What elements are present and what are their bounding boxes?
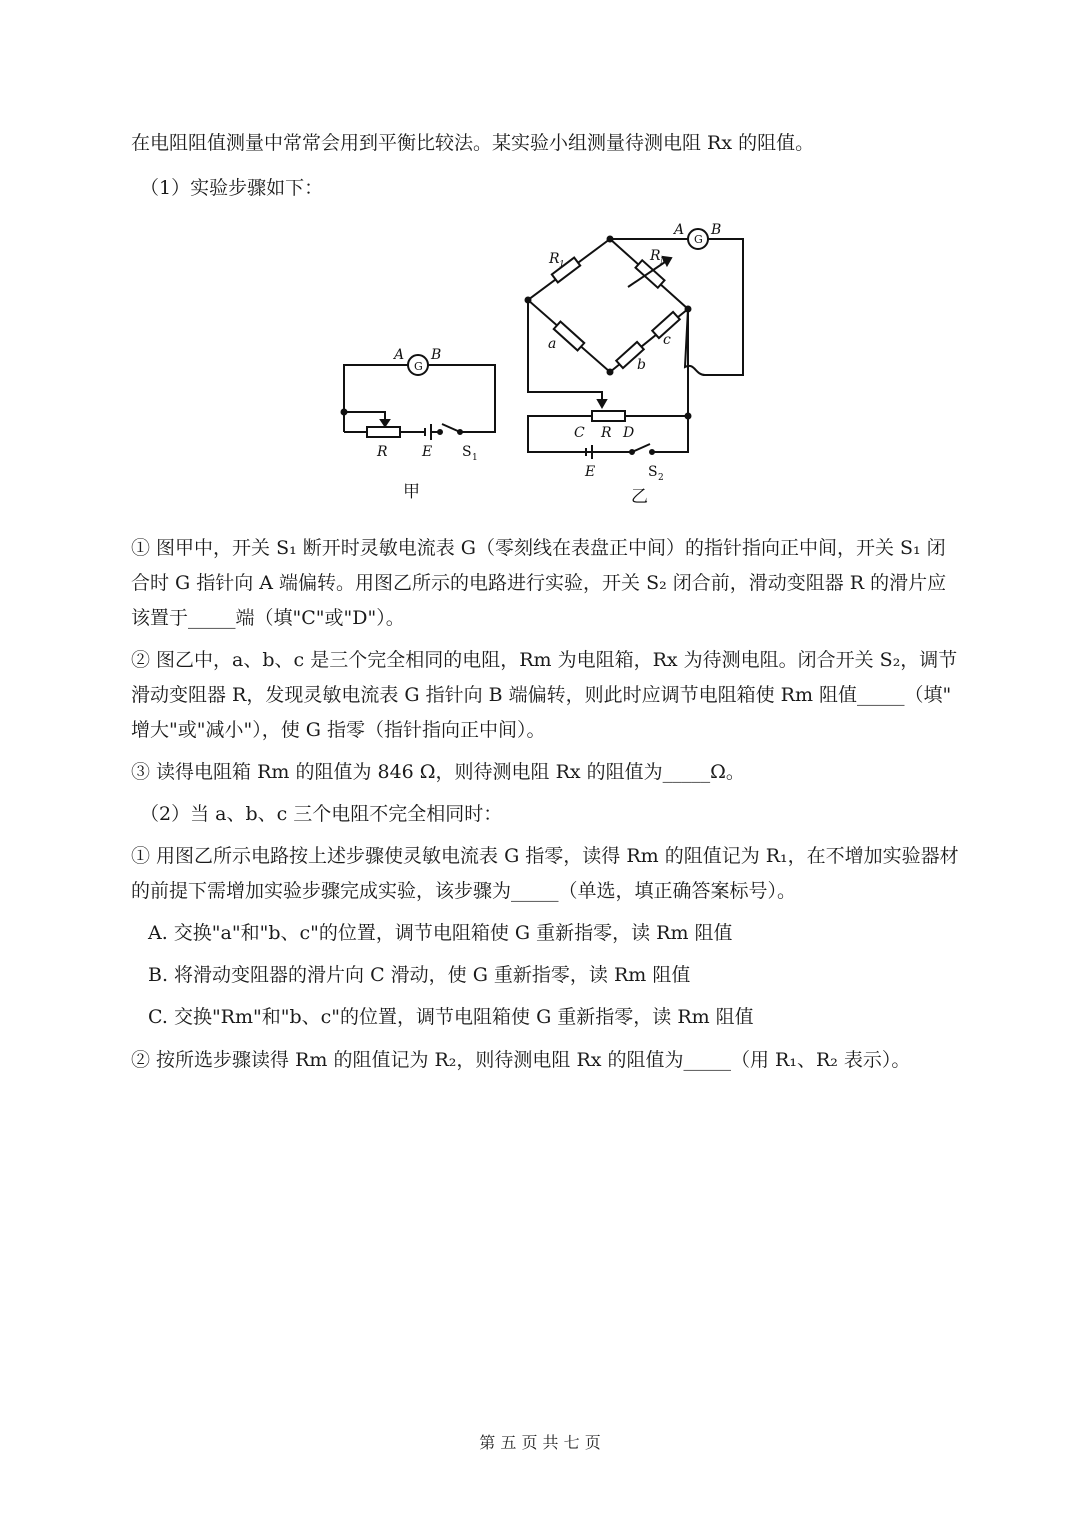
label-jia-e: E — [422, 444, 433, 460]
circuit-figure — [330, 212, 760, 512]
q3-line: ③ 读得电阻箱 Rm 的阻值为 846 Ω，则待测电阻 Rx 的阻值为_____Ω。 — [131, 761, 745, 783]
part2-title: （2）当 a、b、c 三个电阻不完全相同时： — [140, 803, 503, 825]
label-jia-r: R — [377, 444, 388, 460]
label-jia-b: B — [431, 347, 442, 363]
label-jia-s-sub: 1 — [472, 453, 478, 463]
label-rm-sub: M — [660, 257, 670, 267]
switch-s1 — [442, 424, 460, 432]
p2q2-line: ② 按所选步骤读得 Rm 的阻值记为 R₂，则待测电阻 Rx 的阻值为_____（用 R₁、R₂ 表示）。 — [131, 1049, 911, 1071]
label-jia-g: G — [414, 360, 423, 373]
q1-line-1: ① 图甲中，开关 S₁ 断开时灵敏电流表 G（零刻线在表盘正中间）的指针指向正中间，开关 S₁ 闭 — [131, 537, 946, 559]
rheostat-jia — [367, 427, 400, 437]
resistor-a — [554, 322, 584, 351]
q2-line-2: 滑动变阻器 R，发现灵敏电流表 G 指针向 B 端偏转，则此时应调节电阻箱使 Rm 阻值_____（填" — [131, 684, 952, 706]
circuit-diagram — [330, 212, 760, 512]
label-c-end: C — [574, 425, 585, 441]
intro-text: 在电阻阻值测量中常常会用到平衡比较法。某实验小组测量待测电阻 Rx 的阻值。 — [131, 132, 815, 154]
rheostat-yi — [592, 411, 625, 421]
label-c: c — [663, 332, 671, 348]
caption-yi: 乙 — [631, 487, 648, 507]
p2q1-line-2: 的前提下需增加实验步骤完成实验，该步骤为_____（单选，填正确答案标号）。 — [131, 880, 797, 902]
label-b: b — [637, 357, 646, 373]
label-jia-s: S — [462, 444, 472, 460]
label-a: a — [548, 336, 557, 352]
option-b: B. 将滑动变阻器的滑片向 C 滑动，使 G 重新指零，读 Rm 阻值 — [148, 964, 691, 986]
label-jia-a: A — [394, 347, 405, 363]
caption-jia: 甲 — [403, 482, 420, 502]
option-c: C. 交换"Rm"和"b、c"的位置，调节电阻箱使 G 重新指零，读 Rm 阻值 — [148, 1006, 754, 1028]
label-yi-s: S — [648, 464, 658, 480]
label-rm: R — [650, 248, 661, 264]
label-yi-a: A — [674, 222, 685, 238]
label-d-end: D — [623, 425, 635, 441]
p2q1-line-1: ① 用图乙所示电路按上述步骤使灵敏电流表 G 指零，读得 Rm 的阻值记为 R₁，在不增加实验器材 — [131, 845, 959, 867]
q2-line-1: ② 图乙中，a、b、c 是三个完全相同的电阻，Rm 为电阻箱，Rx 为待测电阻。闭合开关 S₂，调节 — [131, 649, 958, 671]
part1-title: （1）实验步骤如下： — [140, 177, 324, 199]
switch-s2 — [632, 444, 650, 452]
label-r1: R — [549, 251, 560, 267]
label-r-rheostat: R — [601, 425, 612, 441]
label-r1-sub: 1 — [559, 260, 565, 270]
page-footer: 第 五 页 共 七 页 — [479, 1433, 601, 1452]
q1-line-3: 该置于_____端（填"C"或"D"）。 — [131, 607, 405, 629]
q2-line-3: 增大"或"减小"），使 G 指零（指针指向正中间）。 — [131, 719, 546, 741]
option-a: A. 交换"a"和"b、c"的位置，调节电阻箱使 G 重新指零，读 Rm 阻值 — [148, 922, 733, 944]
label-yi-s-sub: 2 — [658, 473, 664, 483]
label-yi-g: G — [694, 233, 703, 246]
q1-line-2: 合时 G 指针向 A 端偏转。用图乙所示的电路进行实验，开关 S₂ 闭合前，滑动变阻器 R 的滑片应 — [131, 572, 947, 594]
label-yi-b: B — [711, 222, 722, 238]
label-yi-e: E — [585, 464, 596, 480]
